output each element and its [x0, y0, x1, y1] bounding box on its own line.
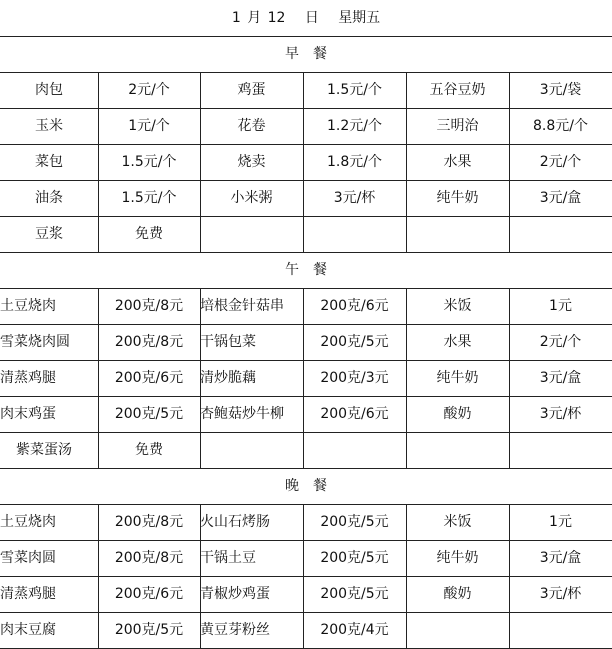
table-cell: 水果 [443, 334, 472, 350]
table-cell: 纯牛奶 [436, 370, 479, 386]
table-cell: 3元/盒 [539, 370, 582, 386]
table-column-rule [406, 288, 407, 468]
table-row [0, 216, 612, 252]
table-cell: 土豆烧肉 [0, 298, 56, 314]
table-cell: 200克/5元 [114, 406, 184, 422]
table-cell: 3元/杯 [333, 190, 376, 206]
table-cell: 3元/盒 [539, 550, 582, 566]
table-cell: 免费 [135, 442, 163, 458]
table-cell [200, 432, 303, 468]
lunch-section-title: 午 餐 [285, 262, 327, 278]
table-cell: 米饭 [443, 514, 472, 530]
table-cell: 200克/8元 [114, 514, 184, 530]
table-cell: 纯牛奶 [436, 550, 479, 566]
table-cell: 8.8元/个 [533, 118, 588, 134]
table-cell: 鸡蛋 [237, 82, 266, 98]
date-day: 12 [267, 10, 286, 26]
table-column-rule [200, 504, 201, 648]
table-cell: 豆浆 [35, 226, 63, 242]
table-row [0, 612, 612, 648]
table-cell: 肉末豆腐 [0, 622, 56, 638]
table-row [0, 180, 612, 216]
table-cell [509, 612, 612, 648]
breakfast-section-title: 早 餐 [285, 46, 327, 62]
table-cell: 玉米 [35, 118, 63, 134]
table-row [0, 540, 612, 576]
table-column-rule [303, 72, 304, 252]
table-cell [303, 216, 406, 252]
table-cell: 小米粥 [230, 190, 273, 206]
table-column-rule [509, 504, 510, 648]
table-cell: 3元/杯 [539, 586, 582, 602]
date-heading [0, 0, 612, 36]
date-day-unit: 日 [304, 10, 319, 26]
table-cell [509, 216, 612, 252]
table-cell: 1.5元/个 [327, 82, 382, 98]
table-cell: 1.8元/个 [327, 154, 382, 170]
table-cell: 200克/8元 [114, 334, 184, 350]
table-row [0, 324, 612, 360]
table-cell: 200克/4元 [320, 622, 389, 638]
table-column-rule [303, 504, 304, 648]
table-cell: 烧卖 [237, 154, 266, 170]
table-cell: 1.2元/个 [327, 118, 382, 134]
table-cell: 1元/个 [128, 118, 170, 134]
table-cell: 200克/5元 [320, 550, 389, 566]
table-row [0, 576, 612, 612]
table-cell: 200克/5元 [320, 586, 389, 602]
table-cell: 杏鲍菇炒牛柳 [200, 406, 284, 422]
table-cell: 1元 [549, 298, 572, 314]
table-cell: 200克/5元 [320, 334, 389, 350]
table-cell: 纯牛奶 [436, 190, 479, 206]
table-column-rule [509, 72, 510, 252]
table-row [0, 396, 612, 432]
table-cell: 油条 [35, 190, 63, 206]
date-month: 1 [231, 10, 241, 26]
table-cell: 200克/6元 [114, 370, 184, 386]
table-cell: 水果 [443, 154, 472, 170]
table-cell: 雪菜肉圆 [0, 550, 56, 566]
table-cell: 200克/6元 [320, 298, 389, 314]
table-column-rule [98, 72, 99, 252]
table-cell: 三明治 [436, 118, 479, 134]
dinner-section-title: 晚 餐 [285, 478, 327, 494]
table-cell: 培根金针菇串 [200, 298, 284, 314]
table-cell: 200克/6元 [114, 586, 184, 602]
table-cell: 3元/袋 [539, 82, 582, 98]
table-row [0, 72, 612, 108]
date-month-unit: 月 [247, 10, 262, 26]
table-cell: 米饭 [443, 298, 472, 314]
table-row [0, 108, 612, 144]
table-cell [303, 432, 406, 468]
table-column-rule [98, 504, 99, 648]
table-cell [406, 216, 509, 252]
table-cell [200, 216, 303, 252]
table-cell: 1元 [549, 514, 572, 530]
table-cell: 干锅土豆 [200, 550, 256, 566]
table-column-rule [98, 288, 99, 468]
table-row [0, 504, 612, 540]
table-cell: 酸奶 [443, 586, 472, 602]
table-column-rule [303, 288, 304, 468]
table-cell: 清蒸鸡腿 [0, 586, 56, 602]
table-cell: 200克/5元 [114, 622, 184, 638]
table-row [0, 360, 612, 396]
table-cell: 紫菜蛋汤 [16, 442, 72, 458]
table-cell: 清蒸鸡腿 [0, 370, 56, 386]
table-cell: 3元/盒 [539, 190, 582, 206]
table-cell [406, 432, 509, 468]
table-cell: 清炒脆藕 [200, 370, 256, 386]
table-cell: 菜包 [35, 154, 63, 170]
table-cell: 肉末鸡蛋 [0, 406, 56, 422]
table-column-rule [200, 288, 201, 468]
table-cell: 200克/5元 [320, 514, 389, 530]
table-cell: 酸奶 [443, 406, 472, 422]
table-column-rule [406, 72, 407, 252]
table-cell: 3元/杯 [539, 406, 582, 422]
table-cell: 2元/个 [539, 334, 582, 350]
table-cell [406, 612, 509, 648]
table-cell: 200克/8元 [114, 298, 184, 314]
table-cell: 200克/8元 [114, 550, 184, 566]
date-weekday: 星期五 [338, 10, 381, 26]
table-cell: 1.5元/个 [121, 154, 177, 170]
table-cell: 2元/个 [128, 82, 170, 98]
table-cell: 200克/6元 [320, 406, 389, 422]
table-column-rule [200, 72, 201, 252]
table-row [0, 288, 612, 324]
table-cell: 2元/个 [539, 154, 582, 170]
table-cell: 土豆烧肉 [0, 514, 56, 530]
table-cell: 肉包 [35, 82, 63, 98]
table-row [0, 432, 612, 468]
table-cell: 黄豆芽粉丝 [200, 622, 270, 638]
table-cell: 200克/3元 [320, 370, 389, 386]
table-cell: 免费 [135, 226, 163, 242]
table-cell [509, 432, 612, 468]
table-cell: 花卷 [237, 118, 266, 134]
table-cell: 火山石烤肠 [200, 514, 270, 530]
table-cell: 青椒炒鸡蛋 [200, 586, 270, 602]
table-cell: 五谷豆奶 [429, 82, 486, 98]
table-column-rule [509, 288, 510, 468]
table-row [0, 144, 612, 180]
table-cell: 雪菜烧肉圆 [0, 334, 70, 350]
table-cell: 1.5元/个 [121, 190, 177, 206]
table-column-rule [406, 504, 407, 648]
table-cell: 干锅包菜 [200, 334, 256, 350]
